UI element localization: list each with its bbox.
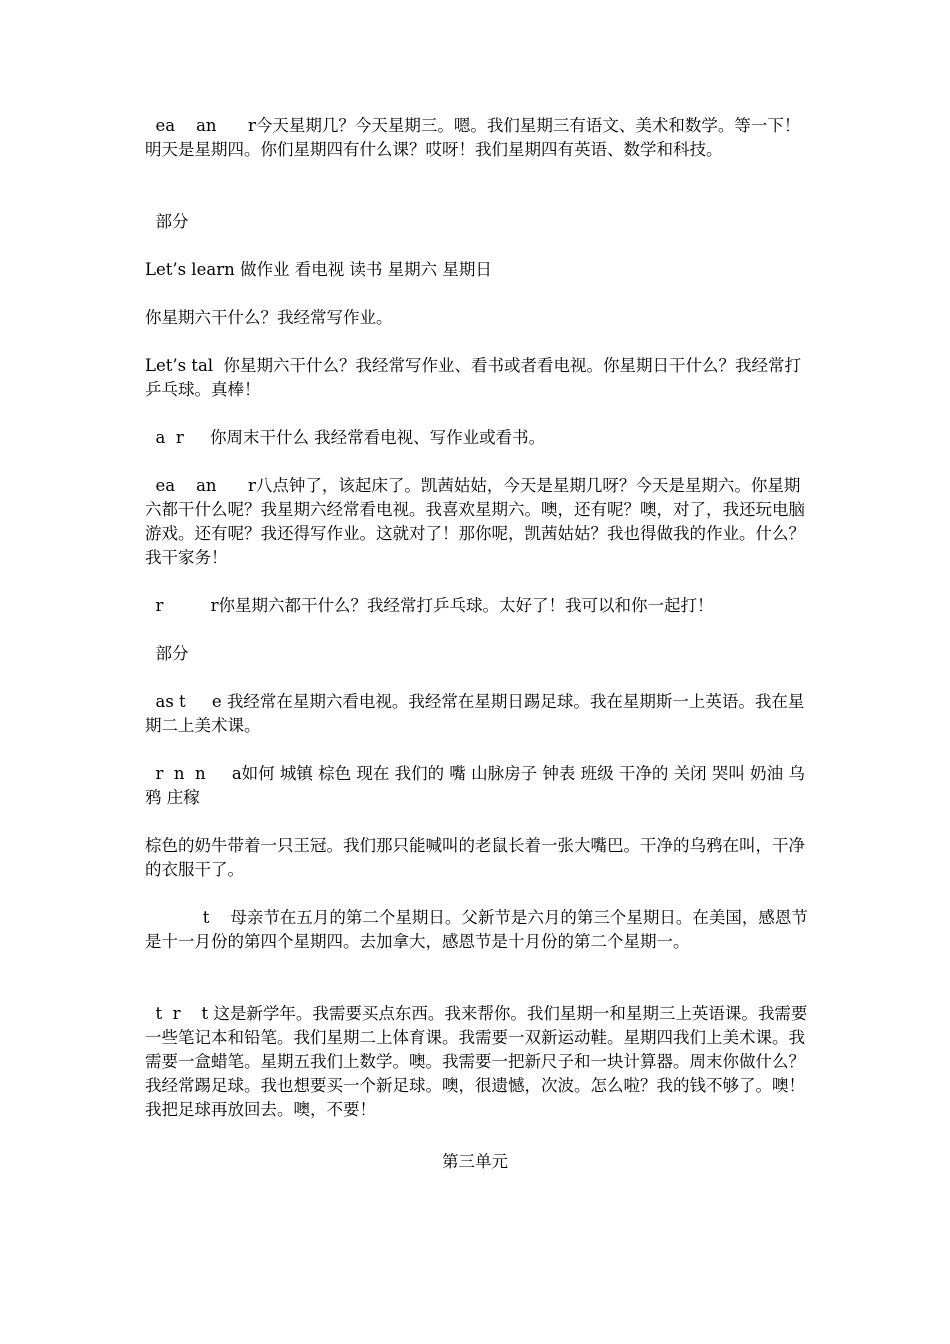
paragraph-12: t 母亲节在五月的第二个星期日。父新节是六月的第三个星期日。在美国，感恩节是十一月份的第四个星期四。去加拿大，感恩节是十月份的第二个星期一。 — [145, 908, 808, 951]
paragraph-9: as t e 我经常在星期六看电视。我经常在星期日踢足球。我在星期斯一上英语。我在星期二上美术课。 — [145, 692, 805, 735]
paragraph-lets-learn: Let’s learn 做作业 看电视 读书 星期六 星期日 — [145, 260, 492, 279]
paragraph-1: ea an r今天星期几？今天星期三。嗯。我们星期三有语文、美术和数学。等一下！明天是星期四。你们星期四有什么课？哎呀！我们星期四有英语、数学和科技。 — [145, 116, 801, 159]
paragraph-5: a r 你周末干什么 我经常看电视、写作业或看书。 — [145, 428, 546, 447]
paragraph-lets-talk: Let’s tal 你星期六干什么？我经常写作业、看书或者看电视。你星期日干什么？我经常打乒乓球。真棒！ — [145, 356, 802, 399]
paragraph-vocab: r n n a如何 城镇 棕色 现在 我们的 嘴 山脉房子 钟表 班级 干净的 关闭 哭叫 奶油 乌鸦 庄稼 — [145, 764, 805, 807]
paragraph-11: 棕色的奶牛带着一只王冠。我们那只能喊叫的老鼠长着一张大嘴巴。干净的乌鸦在叫，干净的衣服干了。 — [145, 836, 805, 879]
paragraph-6: ea an r八点钟了，该起床了。凯茜姑姑，今天是星期几呀？今天是星期六。你星期六都干什么呢？我星期六经常看电视。我喜欢星期六。噢，还有呢？噢，对了，我还玩电脑游戏。还有呢？我还得写作业。这就对了！那你呢，凯茜姑姑？我也得做我的作业。什么？我干家务！ — [145, 476, 805, 567]
unit-title: 第三单元 — [442, 1152, 508, 1171]
paragraph-13: t r t 这是新学年。我需要买点东西。我来帮你。我们星期一和星期三上英语课。我需要一些笔记本和铅笔。我们星期二上体育课。我需要一双新运动鞋。星期四我们上美术课。我需要一盒蜡笔。星期五我们上数学。噢。我需要一把新尺子和一块计算器。周末你做什么？我经常踢足球。我也想要买一个新足球。噢，很遗憾，次波。怎么啦？我的钱不够了。噢！我把足球再放回去。噢，不要！ — [145, 1004, 808, 1119]
section-heading-1: 部分 — [155, 212, 189, 231]
paragraph-7: r r你星期六都干什么？我经常打乒乓球。太好了！我可以和你一起打！ — [145, 596, 714, 615]
paragraph-3: 你星期六干什么？我经常写作业。 — [145, 308, 393, 327]
section-heading-2: 部分 — [155, 644, 189, 663]
